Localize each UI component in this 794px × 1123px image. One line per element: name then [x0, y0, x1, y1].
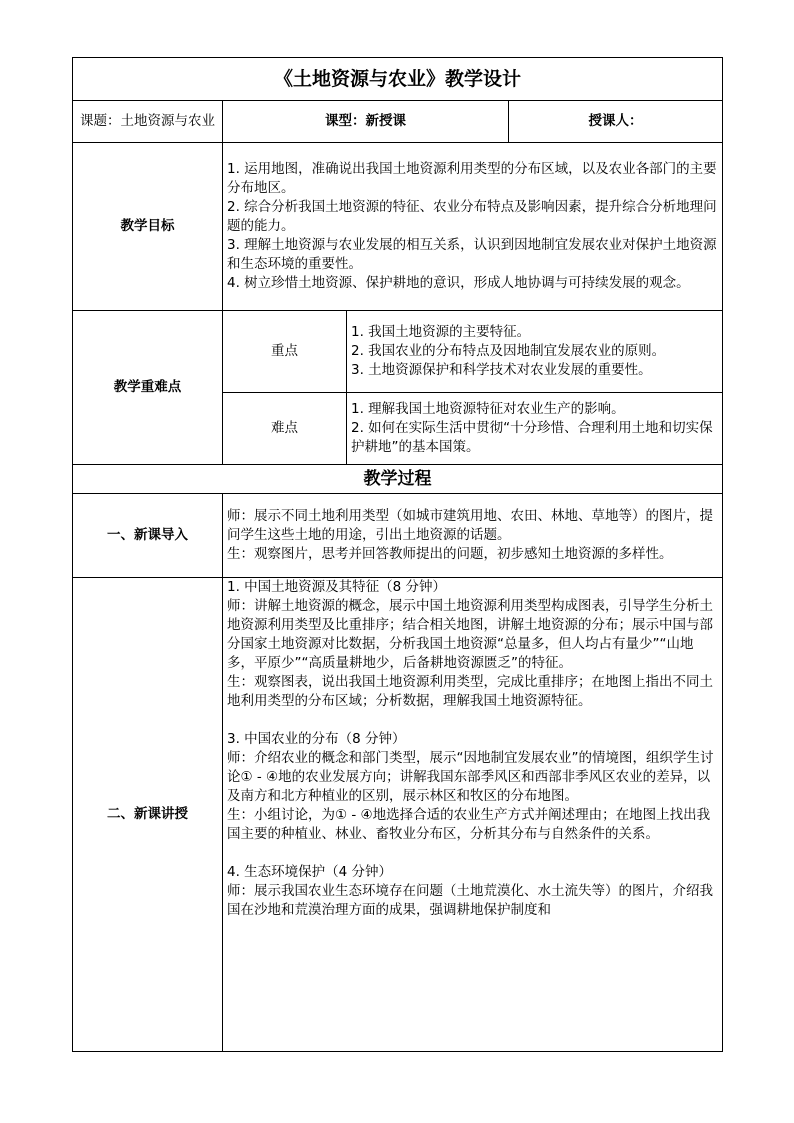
focus-label: 重点: [223, 311, 347, 393]
title-row: [73, 58, 723, 101]
lecture-part4-heading: 4. 生态环境保护（4 分钟）: [227, 864, 393, 880]
key-points-label: 教学重难点: [73, 311, 223, 465]
objective-item: 4. 树立珍惜土地资源、保护耕地的意识，形成人地协调与可持续发展的观念。: [227, 275, 690, 291]
difficulty-content: [347, 393, 723, 465]
lecture-part1-teacher: 师：讲解土地资源的概念，展示中国土地资源利用类型构成图表，引导学生分析土地资源利用类型及比重排序；结合相关地图，讲解土地资源的分布；展示中国与部分国家土地资源对比数据，分析我国土地资源“总量多，但人均占有量少”“山地多，平原少”“高质量耕地少，后备耕地资源匮乏”的特征。: [227, 598, 713, 671]
focus-item: 2. 我国农业的分布特点及因地制宜发展农业的原则。: [351, 343, 666, 359]
focus-item: 1. 我国土地资源的主要特征。: [351, 324, 531, 340]
lecture-part3-heading: 3. 中国农业的分布（8 分钟）: [227, 731, 406, 747]
difficulty-item: 1. 理解我国土地资源特征对农业生产的影响。: [351, 401, 625, 417]
process-heading: 教学过程: [73, 465, 723, 494]
spacer: [227, 711, 718, 730]
process-heading-row: [73, 465, 723, 494]
intro-line: 生：观察图片，思考并回答教师提出的问题，初步感知土地资源的多样性。: [227, 546, 673, 562]
focus-content: [347, 311, 723, 393]
lesson-plan-table: [72, 57, 723, 1052]
spacer: [227, 844, 718, 863]
teacher-cell: 授课人：: [509, 101, 723, 143]
objective-item: 2. 综合分析我国土地资源的特征、农业分布特点及影响因素，提升综合分析地理问题的能力。: [227, 199, 717, 234]
lesson-type-cell: 课型：新授课: [223, 101, 509, 143]
objective-item: 3. 理解土地资源与农业发展的相互关系，认识到因地制宜发展农业对保护土地资源和生态环境的重要性。: [227, 237, 717, 272]
difficulty-item: 2. 如何在实际生活中贯彻“十分珍惜、合理利用土地和切实保护耕地”的基本国策。: [351, 420, 713, 455]
intro-line: 师：展示不同土地利用类型（如城市建筑用地、农田、林地、草地等）的图片，提问学生这些土地的用途，引出土地资源的话题。: [227, 508, 713, 543]
objectives-label: 教学目标: [73, 143, 223, 311]
topic-cell: 课题：土地资源与农业: [73, 101, 223, 143]
intro-row: [73, 494, 723, 578]
focus-row: [73, 311, 723, 393]
objectives-content: [223, 143, 723, 311]
objective-item: 1. 运用地图，准确说出我国土地资源利用类型的分布区域，以及农业各部门的主要分布地区。: [227, 161, 717, 196]
lecture-part3-teacher: 师：介绍农业的概念和部门类型，展示“因地制宜发展农业”的情境图，组织学生讨论① - ④地的农业发展方向；讲解我国东部季风区和西部非季风区农业的差异，以及南方和北方种植业的区别，展示林区和牧区的分布地图。: [227, 750, 714, 804]
lecture-content: [223, 578, 723, 1052]
lecture-part1-heading: 1. 中国土地资源及其特征（8 分钟）: [227, 579, 447, 595]
intro-content: [223, 494, 723, 578]
difficulty-label: 难点: [223, 393, 347, 465]
lecture-part3-student: 生：小组讨论，为① - ④地选择合适的农业生产方式并阐述理由；在地图上找出我国主要的种植业、林业、畜牧业分布区，分析其分布与自然条件的关系。: [227, 807, 711, 842]
lecture-part1-student: 生：观察图表，说出我国土地资源利用类型，完成比重排序；在地图上指出不同土地利用类型的分布区域；分析数据，理解我国土地资源特征。: [227, 674, 713, 709]
header-row: [73, 101, 723, 143]
objectives-row: [73, 143, 723, 311]
lecture-row: [73, 578, 723, 1052]
lecture-label: 二、新课讲授: [73, 578, 223, 1052]
focus-item: 3. 土地资源保护和科学技术对农业发展的重要性。: [351, 362, 652, 378]
document-title: 《土地资源与农业》教学设计: [73, 58, 723, 101]
intro-label: 一、新课导入: [73, 494, 223, 578]
lecture-part4-teacher: 师：展示我国农业生态环境存在问题（土地荒漠化、水土流失等）的图片，介绍我国在沙地和荒漠治理方面的成果，强调耕地保护制度和: [227, 883, 713, 918]
